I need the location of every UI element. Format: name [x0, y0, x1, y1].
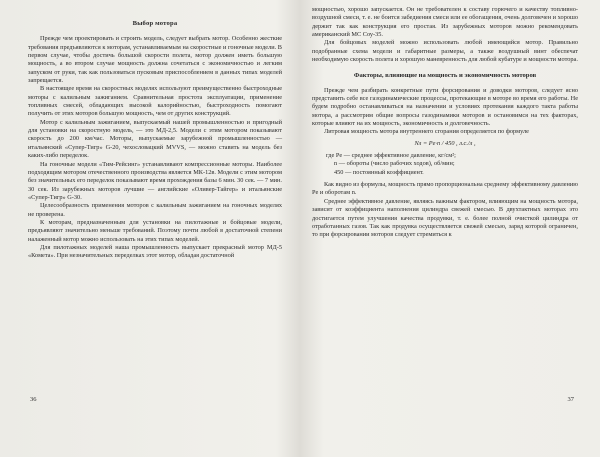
paragraph: Для бойцовых моделей можно использовать любой имеющийся мотор. Правильно подобранные схема модели и габаритные размеры, а также воздушный винт обеспечат необходимую скорость полета и хорошую маневренность для любой кубатуре и мощности мотора.: [312, 39, 578, 64]
paragraph: Литровая мощность мотора внутреннего сгорания определяется по формуле: [324, 128, 529, 136]
paragraph: мощностью, хорошо запускается. Он не требователен к составу горючего и качеству топливно-воздушной смеси, т. е. не боится забедиения смеси или ее обогащения, очень долговечен и хорошо держит так как конструкция его простая. Из зарубежных моторов можно рекомендовать американский МС Соу-35.: [312, 6, 578, 39]
paragraph: Для пилотажных моделей наша промышленность выпускает прекрасный мотор МД-5 «Комета». При незначительных переделках этот мотор, обладая достаточной: [28, 243, 282, 260]
paragraph: Мотор с калильным зажиганием, выпускаемый нашей промышленностью и пригодный для установки на скоростную модель, — это МД-2,5. Модели с этим мотором показывают скорость до 200 км/час. Моторы, выпускаемые зарубежной промышленностью — итальянский «Супер-Тигр» G-20, чехословацкий MVVS, — можно ставить на модель без каких-либо переделок.: [28, 118, 282, 160]
paragraph: К моторам, предназначенным для установки на пилотажные и бойцовые модели, предъявляют значительно меньше требований. Поэтому почти любой в достаточной степени налаженный мотор можно использовать на этих типах моделей.: [28, 218, 282, 243]
right-page: [300, 0, 600, 457]
left-text-column: [28, 20, 282, 261]
paragraph: Прежде чем разбирать конкретные пути форсирования и доводки моторов, следует ясно представить себе все газодинамические процессы, протекающие в моторе во время его работы. Не будем подробно останавливаться на назначении и условиях протекания каждого такта работы мотора, а рассмотрим общие вопросы газодинамики моторов и остановимся на тех факторах, которые влияют на их мощность, экономичность и долговечность.: [312, 86, 578, 128]
page-number: 37: [567, 396, 574, 403]
paragraph: Прежде чем проектировать и строить модель, следует выбрать мотор. Особенно жесткие требования предъявляются к моторам, устанавливаемым на скоростные и гоночные модели. В первом случае, чтобы достичь большой скорости полета, мотор должен иметь большую мощность, а во втором случае мощность должна сочетаться с экономичностью и легким запуском от руки, так как пользоваться пусковым приспособлением в данных типах моделей запрещается.: [28, 35, 282, 85]
page-number: 36: [30, 396, 37, 403]
paragraph: В настоящее время на скоростных моделях используют преимущественно быстроходные моторы с калильным зажиганием. Сравнительная простота эксплуатации, применение топливных смесей, обладающих высокой калорийностью, быстроходность помогают получить от этих моторов большую мощность, чем от других конструкций.: [28, 85, 282, 118]
right-text-column: [312, 6, 578, 240]
power-formula: Nл = Pe·n / 450 , л.с./л ,: [414, 139, 476, 147]
formula-legend-line: где Pe — среднее эффективное давление, кг/см²;: [326, 152, 456, 160]
formula-legend-line: n — обороты (число рабочих ходов), об/мин;: [334, 160, 455, 168]
paragraph: На гоночные модели «Тим-Рейсинг» устанавливают компрессионные моторы. Наиболее подходящим мотором отечественного производства является МК-12в. Модели с этим мотором без значительных его переделок показывают время прохождения базы 6 мин. 30 сек. — 7 мин. 30 сек. Из зарубежных моторов лучшие — английские «Оливер-Тайгер» и итальянские «Супер-Тигр» G-30.: [28, 160, 282, 201]
paragraph: Среднее эффективное давление, являясь важным фактором, влияющим на мощность мотора, зависит от коэффициента наполнения цилиндра свежей смесью. В двухтактных моторах это достигается путем улучшения качества продувки, т. е. более полной очисткой цилиндра от отработанных газов. Так как продувка осуществляется свежей смесью, заряд которой ограничен, то при форсировании моторов следует стремиться к: [312, 197, 578, 239]
paragraph: Как видно из формулы, мощность прямо пропорциональна среднему эффективному давлению Pe и оборотам n.: [312, 181, 579, 197]
section-heading: Выбор мотора: [132, 20, 178, 27]
formula-legend-line: 450 — постоянный коэффициент.: [334, 168, 424, 176]
section-heading: Факторы, влияющие на мощность и экономичность моторов: [353, 72, 537, 80]
paragraph: Целесообразность применения моторов с калильным зажиганием на гоночных моделях не проверена.: [28, 202, 282, 218]
